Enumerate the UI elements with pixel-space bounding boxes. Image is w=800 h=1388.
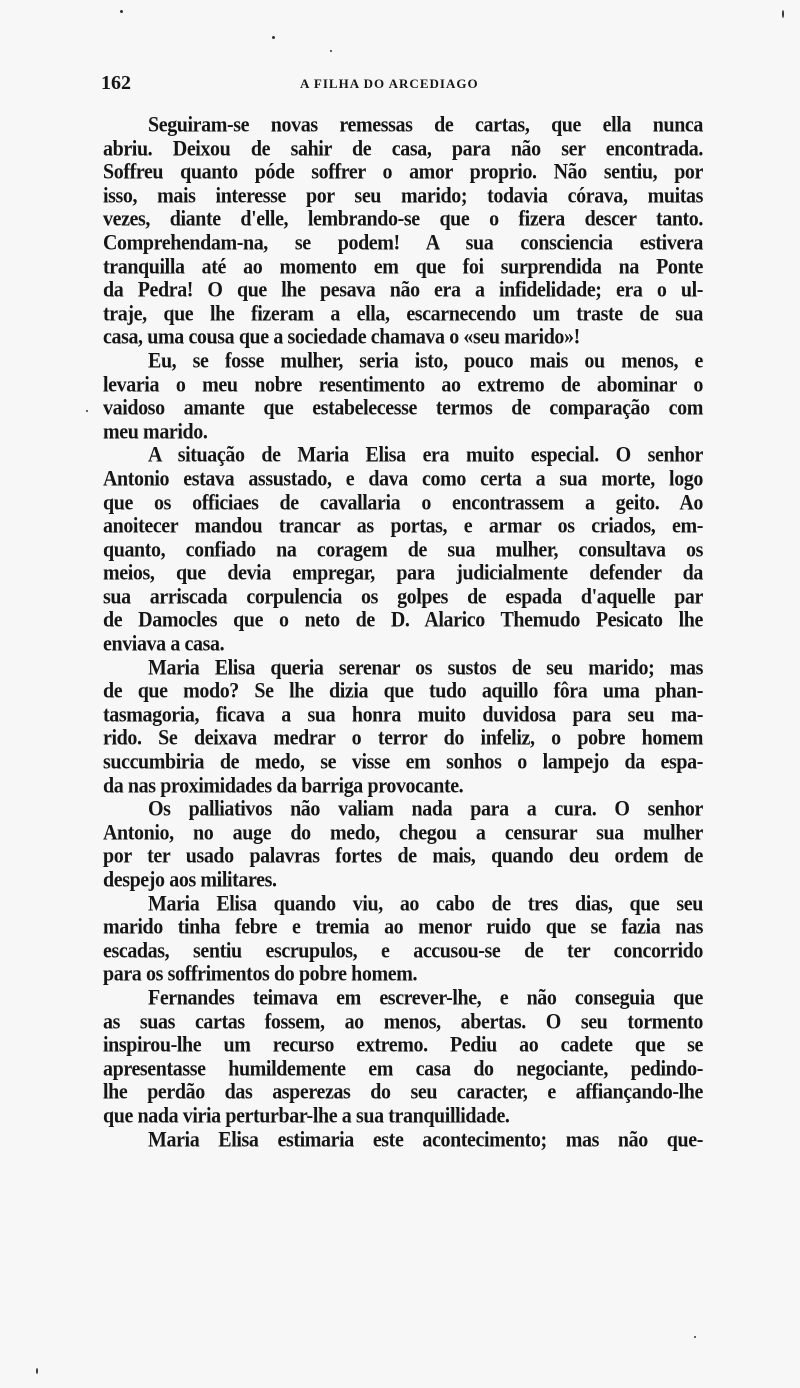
text-line: Antonio, no auge do medo, chegou a censurar sua mulher <box>103 820 703 845</box>
text-line: quanto, confiado na coragem de sua mulher, consultava os <box>103 537 703 562</box>
text-line: meios, que devia empregar, para judicialmente defender da <box>103 561 703 586</box>
text-line: Maria Elisa queria serenar os sustos de seu marido; mas <box>148 655 703 680</box>
text-line: anoitecer mandou trancar as portas, e armar os criados, em- <box>103 513 703 539</box>
page-number: 162 <box>101 72 131 94</box>
text-line: por ter usado palavras fortes de mais, quando deu ordem de <box>103 844 703 869</box>
page-body <box>103 114 703 1152</box>
text-line: Fernandes teimava em escrever-lhe, e não conseguia que <box>148 985 703 1010</box>
paragraph <box>103 444 703 656</box>
paragraph <box>103 798 703 892</box>
text-line: apresentasse humildemente em casa do negociante, pedindo- <box>103 1056 703 1081</box>
text-line: A situação de Maria Elisa era muito especial. O senhor <box>148 443 703 468</box>
text-line: tranquilla até ao momento em que foi surprendida na Ponte <box>103 254 703 279</box>
text-line: de Damocles que o neto de D. Alarico Themudo Pesicato lhe <box>103 608 703 633</box>
text-line: despejo aos militares. <box>103 867 277 893</box>
text-line: escadas, sentiu escrupulos, e accusou-se de ter concorrido <box>103 938 703 963</box>
scan-speck <box>330 50 332 52</box>
text-line: Os palliativos não valiam nada para a cura. O senhor <box>148 797 703 822</box>
text-line: traje, que lhe fizeram a ella, escarnecendo um traste de sua <box>103 301 703 326</box>
text-line: Eu, se fosse mulher, seria isto, pouco mais ou menos, e <box>148 348 703 373</box>
paragraph <box>103 987 703 1129</box>
text-line: Maria Elisa estimaria este acontecimento; mas não que- <box>148 1127 703 1152</box>
text-line: vaidoso amante que estabelecesse termos de comparação com <box>103 395 703 421</box>
text-line: de que modo? Se lhe dizia que tudo aquillo fôra uma phan- <box>103 679 703 704</box>
scan-speck <box>272 36 275 39</box>
text-line: succumbiria de medo, se visse em sonhos o lampejo da espa- <box>103 749 703 775</box>
scan-speck <box>86 410 88 412</box>
paragraph <box>103 657 703 799</box>
text-line: da Pedra! O que lhe pesava não era a infidelidade; era o ul- <box>103 277 703 303</box>
scan-speck <box>694 1336 696 1338</box>
text-line: casa, uma cousa que a sociedade chamava o «seu marido»! <box>103 325 580 350</box>
text-line: isso, mais interesse por seu marido; todavia córava, muitas <box>103 183 703 208</box>
text-line: Seguiram-se novas remessas de cartas, que ella nunca <box>148 112 703 138</box>
scan-speck <box>782 10 784 18</box>
text-line: marido tinha febre e tremia ao menor ruido que se fazia nas <box>103 915 703 940</box>
paragraph <box>103 893 703 987</box>
text-line: que nada viria perturbar-lhe a sua tranquillidade. <box>103 1103 510 1128</box>
text-line: meu marido. <box>103 419 208 444</box>
text-line: sua arriscada corpulencia os golpes de espada d'aquelle par <box>103 584 703 609</box>
text-line: inspirou-lhe um recurso extremo. Pediu ao cadete que se <box>103 1032 703 1058</box>
text-line: tasmagoria, ficava a sua honra muito duvidosa para seu ma- <box>103 702 703 727</box>
text-line: vezes, diante d'elle, lembrando-se que o fizera descer tanto. <box>103 207 703 232</box>
text-line: rido. Se deixava medrar o terror do infeliz, o pobre homem <box>103 726 703 751</box>
text-line: enviava a casa. <box>103 631 225 657</box>
text-line: da nas proximidades da barriga provocante. <box>103 773 464 798</box>
text-line: lhe perdão das asperezas do seu caracter, e affiançando-lhe <box>103 1080 703 1105</box>
text-line: Maria Elisa quando viu, ao cabo de tres dias, que seu <box>148 891 703 916</box>
text-line: levaria o meu nobre resentimento ao extremo de abominar o <box>103 372 703 397</box>
scan-speck <box>36 1368 38 1374</box>
scan-speck <box>120 10 123 13</box>
paragraph <box>103 114 703 350</box>
text-line: para os soffrimentos do pobre homem. <box>103 962 418 987</box>
text-line: Antonio estava assustado, e dava como certa a sua morte, logo <box>103 466 703 491</box>
running-title: A FILHA DO ARCEDIAGO <box>300 76 479 91</box>
paragraph <box>103 1129 703 1153</box>
text-line: que os officiaes de cavallaria o encontrassem a geito. Ao <box>103 490 703 515</box>
text-line: as suas cartas fossem, ao menos, abertas. O seu tormento <box>103 1009 703 1034</box>
text-line: Comprehendam-na, se podem! A sua consciencia estivera <box>103 230 703 255</box>
text-line: Soffreu quanto póde soffrer o amor proprio. Não sentiu, por <box>103 160 703 185</box>
text-line: abriu. Deixou de sahir de casa, para não ser encontrada. <box>103 136 703 161</box>
paragraph <box>103 350 703 444</box>
